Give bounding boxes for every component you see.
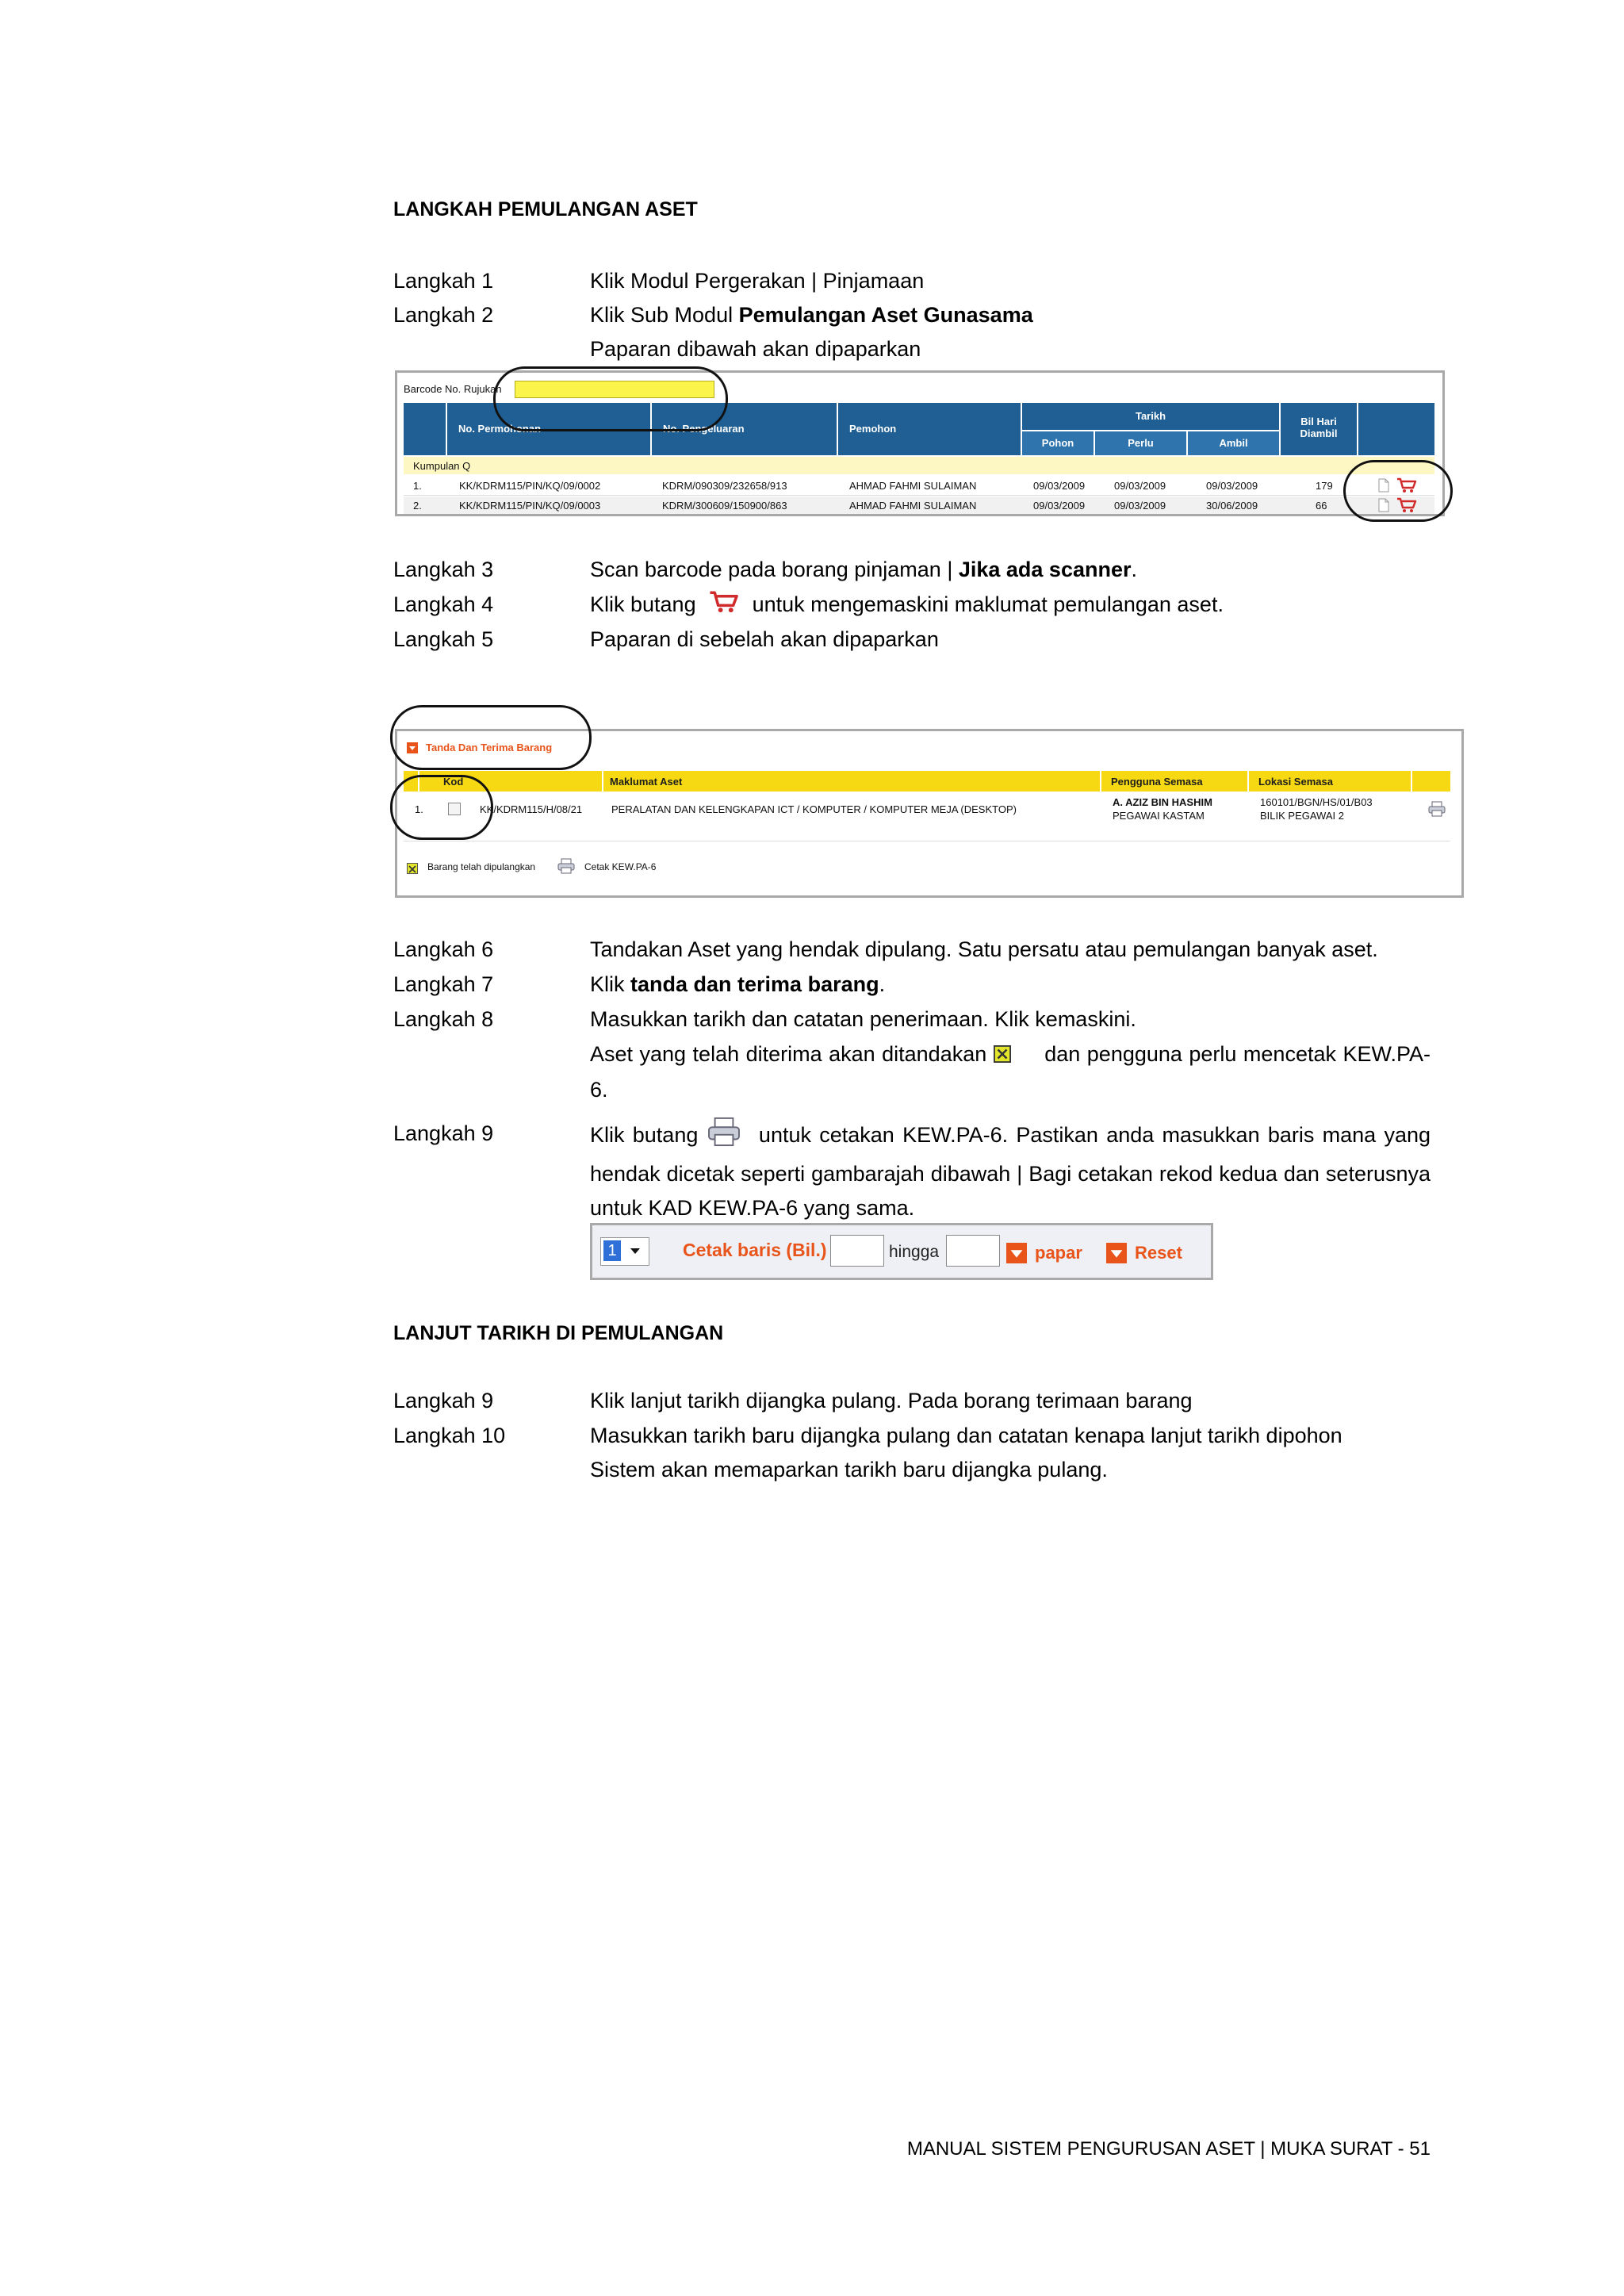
header-label: Pengguna Semasa bbox=[1111, 776, 1203, 788]
row-number: 1. bbox=[415, 803, 423, 815]
step-text: Klik lanjut tarikh dijangka pulang. Pada borang terimaan barang bbox=[590, 1389, 1193, 1412]
table-header bbox=[1022, 403, 1279, 430]
group-label: Kumpulan Q bbox=[413, 460, 471, 472]
cell-kod: KK/KDRM115/H/08/21 bbox=[480, 803, 583, 815]
section-title-pemulangan: LANGKAH PEMULANGAN ASET bbox=[393, 198, 698, 220]
step-label: Langkah 1 bbox=[393, 269, 494, 293]
cell-perlu: 09/03/2009 bbox=[1114, 500, 1166, 512]
step-text: Masukkan tarikh baru dijangka pulang dan catatan kenapa lanjut tarikh dipohon bbox=[590, 1424, 1342, 1447]
cell-ambil: 09/03/2009 bbox=[1206, 480, 1258, 492]
text-run: . bbox=[1131, 558, 1137, 581]
step-text: Sistem akan memaparkan tarikh baru dijangka pulang. bbox=[590, 1458, 1108, 1481]
tanda-terima-button[interactable]: Tanda Dan Terima Barang bbox=[426, 742, 553, 753]
page-footer: MANUAL SISTEM PENGURUSAN ASET | MUKA SURAT - 51 bbox=[906, 2138, 1431, 2160]
table-header-blank bbox=[1412, 771, 1450, 792]
row-number: 1. bbox=[413, 480, 422, 492]
section-title-lanjut-tarikh: LANJUT TARIKH DI PEMULANGAN bbox=[393, 1322, 724, 1344]
step-text: Paparan di sebelah akan dipaparkan bbox=[590, 627, 939, 651]
bold-run: tanda dan terima barang bbox=[630, 972, 879, 996]
checked-box-icon bbox=[994, 1039, 1038, 1073]
cell-ambil: 30/06/2009 bbox=[1206, 500, 1258, 512]
table-header bbox=[603, 771, 1100, 792]
arrow-down-icon bbox=[1106, 1243, 1127, 1263]
printer-icon[interactable] bbox=[1428, 801, 1446, 821]
step-text: Tandakan Aset yang hendak dipulang. Satu persatu atau pemulangan banyak aset. bbox=[590, 937, 1378, 961]
arrow-down-icon bbox=[1006, 1243, 1027, 1263]
step-label: Langkah 10 bbox=[393, 1424, 506, 1447]
text-run: dan pengguna perlu mencetak KEW.PA-6. bbox=[590, 1042, 1431, 1102]
header-label: Tarikh bbox=[1135, 410, 1166, 422]
cell-pohon: 09/03/2009 bbox=[1033, 480, 1086, 492]
table-header-blank bbox=[404, 403, 446, 455]
printer-icon bbox=[557, 858, 575, 878]
subheader-label: Pohon bbox=[1041, 437, 1074, 449]
cell-pemohon: AHMAD FAHMI SULAIMAN bbox=[849, 480, 977, 492]
text-run: Klik Sub Modul bbox=[590, 303, 739, 327]
header-label: No. Permohonan bbox=[458, 423, 542, 435]
screenshot-print-bar bbox=[590, 1223, 1213, 1280]
header-label: No. Pengeluaran bbox=[663, 423, 745, 435]
text-run: . bbox=[879, 972, 886, 996]
table-subheader bbox=[1188, 431, 1279, 455]
step-label: Langkah 5 bbox=[393, 627, 494, 651]
barcode-label: Barcode No. Rujukan bbox=[404, 383, 502, 395]
cell-pemohon: AHMAD FAHMI SULAIMAN bbox=[849, 500, 977, 512]
step-label: Langkah 3 bbox=[393, 558, 494, 581]
subheader-label: Ambil bbox=[1219, 437, 1248, 449]
table-header bbox=[838, 403, 1021, 455]
table-row bbox=[404, 793, 1450, 825]
bold-run: Pemulangan Aset Gunasama bbox=[738, 303, 1033, 327]
table-header bbox=[1101, 771, 1247, 792]
cell-bil-hari: 66 bbox=[1316, 500, 1327, 512]
text-run: untuk mengemaskini maklumat pemulangan aset. bbox=[752, 592, 1224, 616]
cell-pengeluaran: KDRM/300609/150900/863 bbox=[662, 500, 787, 512]
bold-run: Jika ada scanner bbox=[958, 558, 1132, 581]
cell-bil-hari: 179 bbox=[1316, 480, 1333, 492]
step-label: Langkah 9 bbox=[393, 1389, 494, 1412]
reset-button[interactable]: Reset bbox=[1135, 1243, 1182, 1263]
step-text bbox=[590, 298, 1431, 332]
step-label: Langkah 8 bbox=[393, 1007, 494, 1031]
step-text bbox=[590, 968, 1431, 1002]
table-subheader bbox=[1095, 431, 1186, 455]
annotation-circle bbox=[390, 775, 493, 840]
cell-pengeluaran: KDRM/090309/232658/913 bbox=[662, 480, 787, 492]
header-label: Pemohon bbox=[849, 423, 897, 435]
checked-box-icon bbox=[407, 863, 418, 874]
annotation-circle bbox=[493, 366, 728, 431]
cell-pengguna-role: PEGAWAI KASTAM bbox=[1113, 810, 1205, 822]
cart-icon bbox=[702, 589, 746, 613]
table-header-blank bbox=[1358, 403, 1434, 455]
table-header bbox=[1281, 403, 1357, 455]
step-text bbox=[590, 1037, 1431, 1107]
header-label: Maklumat Aset bbox=[610, 776, 683, 788]
cell-perlu: 09/03/2009 bbox=[1114, 480, 1166, 492]
text-run: Aset yang telah diterima akan ditandakan bbox=[590, 1042, 987, 1066]
printer-icon bbox=[707, 1117, 751, 1157]
text-run: untuk cetakan KEW.PA-6. Pastikan anda masukkan baris mana yang hendak dicetak seperti gambarajah dibawah | Bagi cetakan rekod kedua dan seterusnya untuk KAD KEW.PA-6 yang sama. bbox=[590, 1123, 1431, 1220]
group-row bbox=[404, 457, 1434, 474]
cell-pengguna-name: A. AZIZ BIN HASHIM bbox=[1113, 796, 1212, 808]
row-number: 2. bbox=[413, 500, 422, 512]
table-header bbox=[1249, 771, 1411, 792]
cetak-baris-label: Cetak baris (Bil.) bbox=[683, 1240, 827, 1260]
header-label: Kod bbox=[443, 776, 464, 788]
cell-lokasi-name: BILIK PEGAWAI 2 bbox=[1260, 810, 1344, 822]
cell-permohonan: KK/KDRM115/PIN/KQ/09/0002 bbox=[459, 480, 601, 492]
step-label: Langkah 4 bbox=[393, 592, 494, 616]
step-label: Langkah 2 bbox=[393, 303, 494, 327]
table-row bbox=[404, 496, 1434, 514]
step-text: Masukkan tarikh dan catatan penerimaan. Klik kemaskini. bbox=[590, 1007, 1136, 1031]
step-text bbox=[590, 588, 1431, 622]
step-label: Langkah 9 bbox=[393, 1121, 494, 1145]
header-label: Lokasi Semasa bbox=[1258, 776, 1333, 788]
cell-lokasi-code: 160101/BGN/HS/01/B03 bbox=[1260, 796, 1373, 808]
step-text: Klik Modul Pergerakan | Pinjamaan bbox=[590, 269, 925, 293]
header-label: Bil Hari Diambil bbox=[1300, 416, 1338, 439]
hingga-label: hingga bbox=[889, 1243, 940, 1261]
text-run: Klik butang bbox=[590, 1123, 699, 1147]
annotation-circle bbox=[390, 705, 592, 770]
legend-print-label: Cetak KEW.PA-6 bbox=[584, 861, 657, 872]
annotation-circle bbox=[1343, 460, 1453, 522]
step-label: Langkah 6 bbox=[393, 937, 494, 961]
text-run: Scan barcode pada borang pinjaman | bbox=[590, 558, 959, 581]
select-value: 1 bbox=[603, 1240, 621, 1261]
cell-pohon: 09/03/2009 bbox=[1033, 500, 1086, 512]
step-text bbox=[590, 1117, 1431, 1225]
papar-button[interactable]: papar bbox=[1035, 1243, 1082, 1263]
step-label: Langkah 7 bbox=[393, 972, 494, 996]
legend-returned-label: Barang telah dipulangkan bbox=[427, 861, 536, 872]
step-text bbox=[590, 553, 1431, 587]
table-subheader bbox=[1022, 431, 1094, 455]
row-from-input[interactable] bbox=[830, 1235, 884, 1267]
table-row bbox=[404, 476, 1434, 496]
row-select[interactable] bbox=[600, 1237, 649, 1266]
cell-maklumat: PERALATAN DAN KELENGKAPAN ICT / KOMPUTER / KOMPUTER MEJA (DESKTOP) bbox=[611, 803, 1017, 815]
text-run: Klik butang bbox=[590, 592, 696, 616]
chevron-down-icon bbox=[628, 1244, 642, 1261]
subheader-label: Perlu bbox=[1128, 437, 1154, 449]
text-run: Klik bbox=[590, 972, 631, 996]
cell-permohonan: KK/KDRM115/PIN/KQ/09/0003 bbox=[459, 500, 601, 512]
step-text: Paparan dibawah akan dipaparkan bbox=[590, 337, 921, 361]
row-to-input[interactable] bbox=[946, 1235, 1000, 1267]
